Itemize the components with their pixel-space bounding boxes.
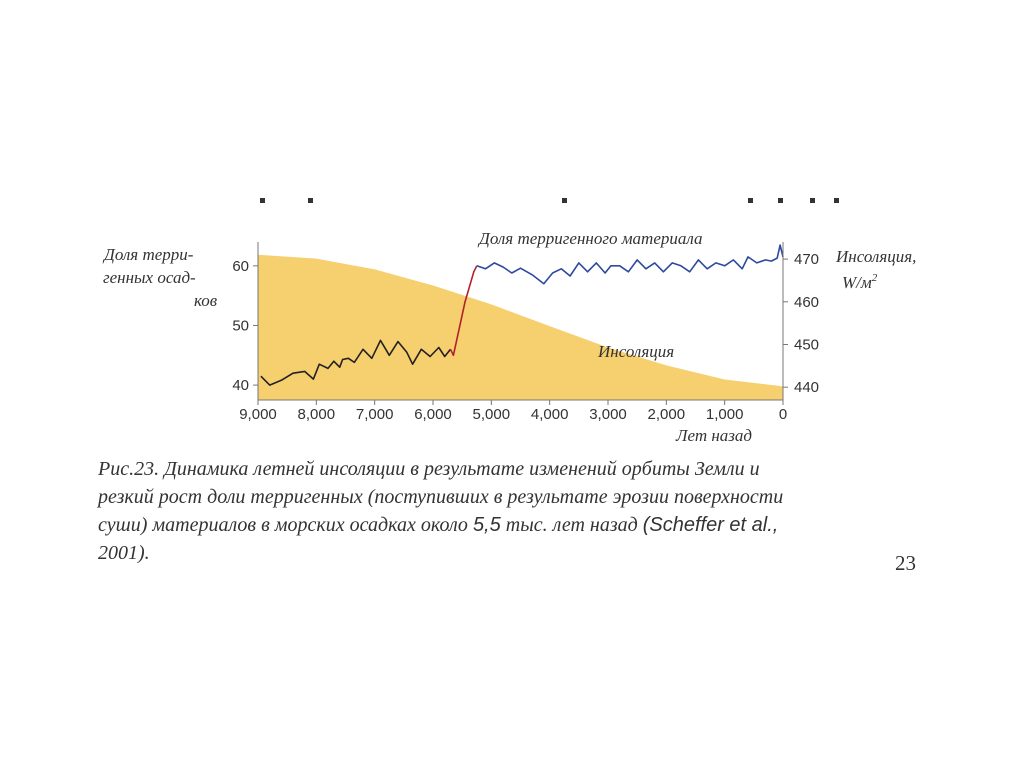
caption-line-4: 2001). bbox=[98, 542, 150, 564]
caption-line-2: резкий рост доли терригенных (поступивших в результате эрозии поверхности bbox=[98, 486, 784, 508]
terrigenous-line-late bbox=[477, 245, 783, 284]
right-axis-label-line1: Инсоляция, bbox=[836, 247, 917, 266]
right-tick-label: 470 bbox=[794, 251, 820, 269]
x-tick-label: 2,000 bbox=[647, 406, 686, 423]
right-tick-label: 450 bbox=[794, 336, 820, 354]
left-axis-label-line3: ков bbox=[194, 291, 218, 310]
left-tick-label: 40 bbox=[232, 377, 249, 395]
x-tick-label: 0 bbox=[778, 406, 788, 423]
right-tick-label: 440 bbox=[794, 379, 820, 397]
x-tick-label: 3,000 bbox=[589, 406, 627, 423]
x-tick-label: 8,000 bbox=[297, 406, 336, 423]
right-axis-label-line2: $W/м^2$ bbox=[842, 272, 878, 292]
x-axis-label: Лет назад bbox=[676, 426, 753, 445]
left-axis-label-line2: генных осад- bbox=[103, 268, 196, 287]
left-tick-label: 50 bbox=[232, 317, 249, 335]
terrigenous-series-annotation: Доля терригенного материала bbox=[479, 229, 703, 248]
x-tick-label: 9,000 bbox=[239, 406, 277, 423]
right-tick-label: 460 bbox=[794, 293, 820, 311]
insolation-series-annotation: Инсоляция bbox=[598, 342, 675, 361]
figure-caption bbox=[98, 455, 918, 567]
x-tick-label: 1,000 bbox=[705, 406, 744, 423]
left-axis-label-line1: Доля терри- bbox=[104, 245, 194, 264]
x-tick-label: 7,000 bbox=[355, 406, 394, 423]
x-tick-label: 4,000 bbox=[530, 406, 569, 423]
left-tick-label: 60 bbox=[232, 257, 249, 275]
page-number: 23 bbox=[895, 551, 916, 575]
caption-line-3: суши) материалов в морских осадках около 5,5 тыс. лет назад (Scheffer et al., bbox=[98, 514, 779, 536]
caption-line-1: Рис.23. Динамика летней инсоляции в результате изменений орбиты Земли и bbox=[98, 458, 760, 480]
x-tick-label: 6,000 bbox=[414, 406, 452, 423]
insolation-area bbox=[258, 255, 783, 400]
x-tick-label: 5,000 bbox=[472, 406, 511, 423]
